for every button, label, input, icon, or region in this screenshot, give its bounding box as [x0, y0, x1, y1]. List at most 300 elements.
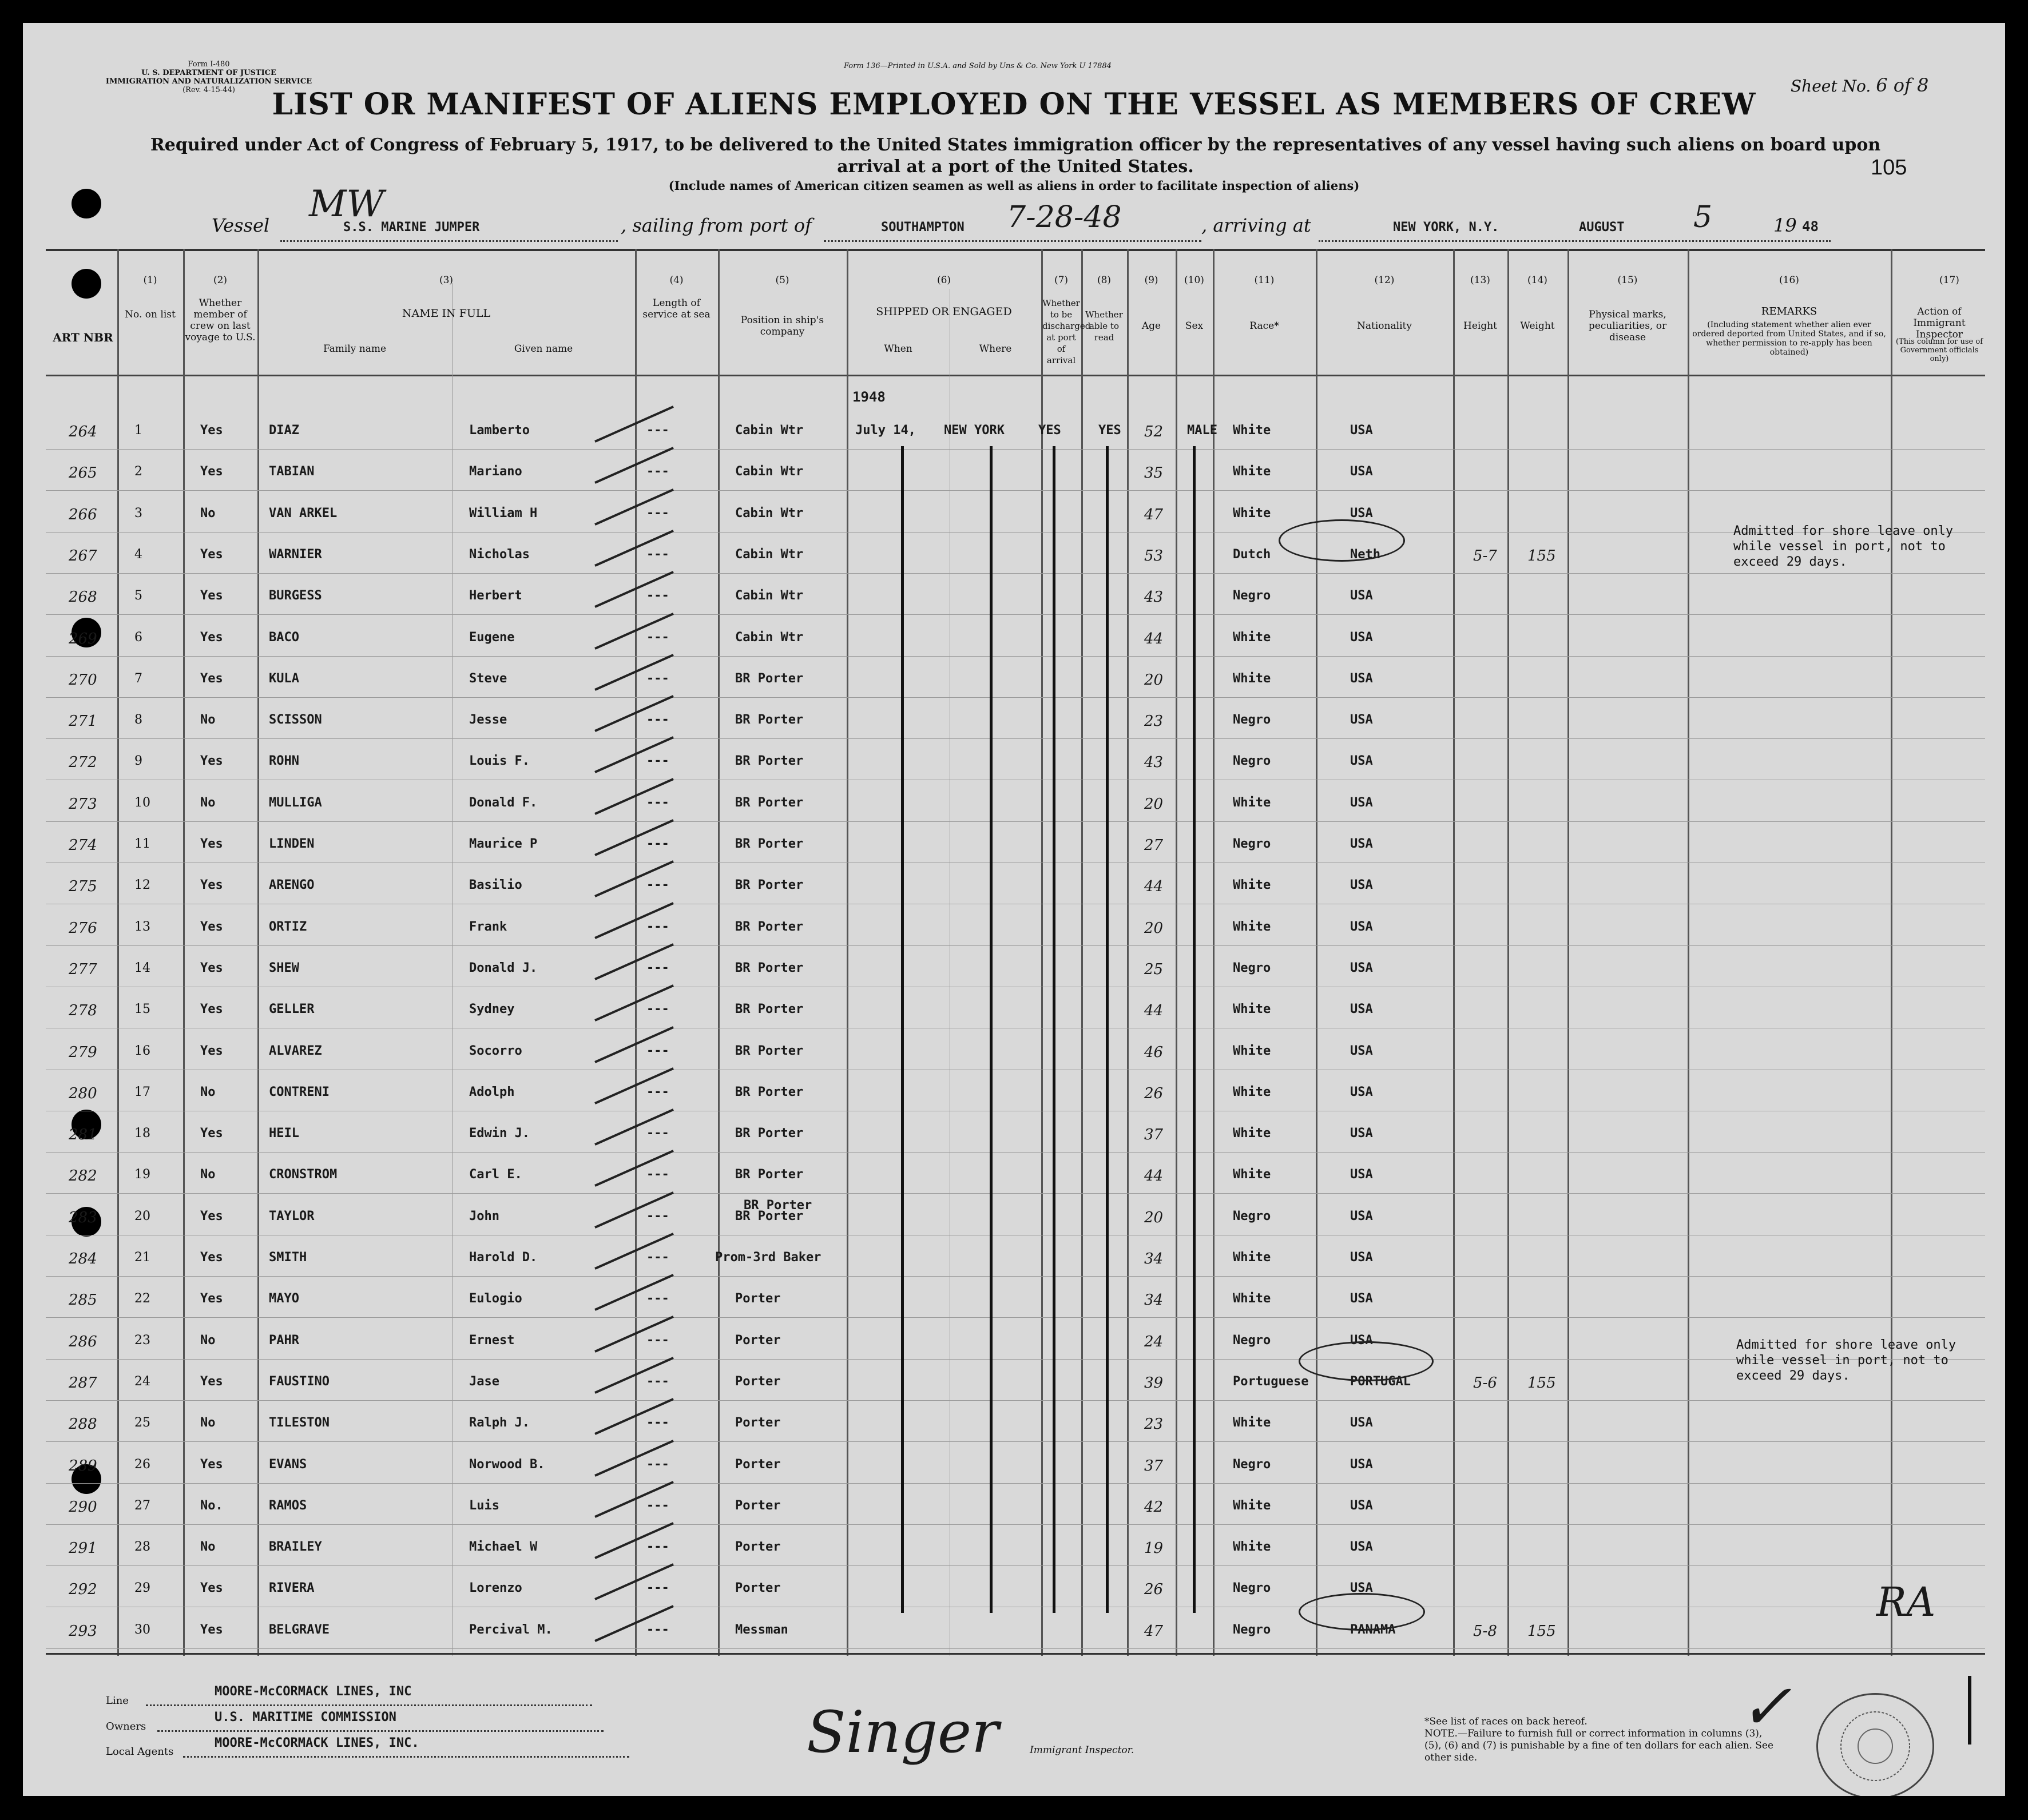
row-rule: [46, 573, 1985, 574]
row-nationality: USA: [1350, 961, 1373, 975]
sheet-label: Sheet No.: [1791, 77, 1871, 96]
row-race: Negro: [1233, 961, 1271, 975]
revision: (Rev. 4-15-44): [182, 86, 235, 94]
row-list-number: 26: [134, 1457, 150, 1472]
vessel-name: S.S. MARINE JUMPER: [343, 220, 480, 235]
footer-agents-value: MOORE-McCORMACK LINES, INC.: [215, 1736, 419, 1750]
row-given-name: Luis: [469, 1499, 499, 1513]
row-position: Porter: [735, 1333, 781, 1348]
row-race: White: [1233, 796, 1271, 810]
row-nationality: USA: [1350, 713, 1373, 727]
row-given-name: Adolph: [469, 1085, 515, 1099]
row-given-name: Socorro: [469, 1044, 522, 1058]
row-nationality: USA: [1350, 1250, 1373, 1265]
row-race: White: [1233, 1416, 1271, 1430]
row-position: Porter: [735, 1374, 781, 1389]
row-family-name: ROHN: [269, 754, 299, 768]
row-art-number: 264: [69, 423, 97, 440]
row-family-name: CONTRENI: [269, 1085, 330, 1099]
col-header-height: Height: [1463, 320, 1497, 332]
row-service: ---: [646, 920, 669, 934]
col-header-age: Age: [1141, 320, 1161, 332]
row-service: ---: [646, 1374, 669, 1389]
col-rule: [183, 249, 185, 1656]
ditto-stroke: [1193, 446, 1196, 1613]
col-header-where: Where: [979, 343, 1012, 355]
row-list-number: 3: [134, 506, 142, 520]
row-last-voyage: Yes: [200, 464, 223, 479]
col-header-given: Given name: [514, 343, 573, 355]
row-art-number: 270: [69, 671, 97, 689]
col-header-remarks-note: (Including statement whether alien ever ordered deported from United States, and if so, whether permission to re-apply has been obtained): [1692, 320, 1886, 357]
row-position: Messman: [735, 1623, 788, 1637]
row-art-number: 292: [69, 1581, 97, 1598]
row-art-number: 291: [69, 1540, 97, 1557]
row-service: ---: [646, 878, 669, 892]
row-given-name: Donald F.: [469, 796, 538, 810]
row-family-name: DIAZ: [269, 423, 299, 438]
row-art-number: 285: [69, 1292, 97, 1309]
row-age: 20: [1144, 920, 1164, 937]
row-family-name: RIVERA: [269, 1581, 315, 1595]
row-nationality: USA: [1350, 671, 1373, 686]
row-family-name: SHEW: [269, 961, 299, 975]
row-rule: [46, 1648, 1985, 1649]
col-header-name: NAME IN FULL: [402, 307, 491, 320]
row-nationality: USA: [1350, 920, 1373, 934]
row-family-name: LINDEN: [269, 837, 315, 851]
row-race: Negro: [1233, 1623, 1271, 1637]
table-top-rule: [46, 249, 1985, 251]
row-family-name: EVANS: [269, 1457, 307, 1472]
row-position: BR Porter: [735, 1044, 804, 1058]
vessel-label: Vessel: [212, 214, 270, 236]
row-race: Negro: [1233, 837, 1271, 851]
row-position: BR Porter: [735, 837, 804, 851]
row-given-name: Frank: [469, 920, 507, 934]
row-list-number: 16: [134, 1044, 150, 1058]
row-last-voyage: Yes: [200, 1044, 223, 1058]
col-header-physical: Physical marks, peculiarities, or disease: [1588, 309, 1667, 343]
row-art-number: 280: [69, 1085, 97, 1102]
row-family-name: GELLER: [269, 1002, 315, 1016]
row-given-name: Percival M.: [469, 1623, 553, 1637]
col-num-5: (5): [775, 275, 789, 286]
row-race: White: [1233, 1167, 1271, 1182]
row-given-name: Lamberto: [469, 423, 530, 438]
row-given-name: Basilio: [469, 878, 522, 892]
row-service: ---: [646, 796, 669, 810]
row-art-number: 282: [69, 1167, 97, 1185]
row-art-number: 279: [69, 1044, 97, 1061]
row-where: NEW YORK: [944, 423, 1005, 438]
row-service: ---: [646, 1623, 669, 1637]
margin-mark: [1968, 1676, 1971, 1745]
row-list-number: 4: [134, 547, 142, 562]
row-given-name: Steve: [469, 671, 507, 686]
col-rule: [1127, 249, 1129, 1656]
row-race: Negro: [1233, 1333, 1271, 1348]
row-position: Cabin Wtr: [735, 506, 804, 520]
arriving-label: , arriving at: [1201, 214, 1311, 236]
row-art-number: 273: [69, 796, 97, 813]
row-last-voyage: Yes: [200, 1209, 223, 1223]
row-rule: [46, 1193, 1985, 1194]
row-position: BR Porter: [735, 920, 804, 934]
row-service: ---: [646, 630, 669, 645]
row-position: Cabin Wtr: [735, 630, 804, 645]
footer-owners-label: Owners: [106, 1720, 146, 1732]
row-family-name: BURGESS: [269, 589, 322, 603]
row-age: 37: [1144, 1126, 1164, 1143]
inspector-signature: Singer: [807, 1699, 999, 1766]
row-position: BR Porter: [735, 878, 804, 892]
arriving-year: 48: [1802, 218, 1819, 235]
row-age: 20: [1144, 796, 1164, 813]
row-age: 42: [1144, 1499, 1164, 1516]
circled-nationality: [1299, 1593, 1425, 1631]
row-nationality: PANAMA: [1350, 1623, 1396, 1637]
row-service: ---: [646, 1002, 669, 1016]
form-number: Form I-480: [188, 60, 230, 69]
row-list-number: 6: [134, 630, 142, 645]
row-race: White: [1233, 464, 1271, 479]
row-position: Porter: [735, 1416, 781, 1430]
row-given-name: Louis F.: [469, 754, 530, 768]
row-last-voyage: No.: [200, 1499, 223, 1513]
row-age: 52: [1144, 423, 1164, 440]
col-header-when: When: [884, 343, 912, 355]
row-list-number: 29: [134, 1581, 150, 1595]
col-header-shipped: SHIPPED OR ENGAGED: [876, 305, 1012, 318]
vessel-initials: MW: [309, 183, 384, 225]
col-header-no: No. on list: [125, 309, 176, 320]
row-nationality: USA: [1350, 1581, 1373, 1595]
row-last-voyage: Yes: [200, 754, 223, 768]
sailing-port: SOUTHAMPTON: [881, 220, 965, 235]
row-last-voyage: No: [200, 1540, 216, 1554]
row-family-name: PAHR: [269, 1333, 299, 1348]
manifest-sheet: [23, 23, 2005, 1796]
row-family-name: FAUSTINO: [269, 1374, 330, 1389]
col-rule: [1316, 249, 1317, 1656]
row-given-name: Ernest: [469, 1333, 515, 1348]
include-note: (Include names of American citizen seamen as well as aliens in order to facilitate inspection of aliens): [668, 178, 1360, 193]
row-given-name: Nicholas: [469, 547, 530, 562]
col-header-last-voyage: Whether member of crew on last voyage to U.S.: [185, 297, 256, 343]
col-num-14: (14): [1527, 275, 1547, 286]
row-age: 34: [1144, 1250, 1164, 1267]
row-list-number: 28: [134, 1540, 150, 1554]
row-nationality: USA: [1350, 1167, 1373, 1182]
row-nationality: USA: [1350, 1457, 1373, 1472]
table-bottom-rule: [46, 1653, 1985, 1655]
row-age: 43: [1144, 589, 1164, 606]
row-last-voyage: Yes: [200, 837, 223, 851]
row-list-number: 1: [134, 423, 142, 438]
row-last-voyage: Yes: [200, 920, 223, 934]
row-service: ---: [646, 547, 669, 562]
row-last-voyage: No: [200, 506, 216, 520]
row-position: Porter: [735, 1581, 781, 1595]
row-age: 26: [1144, 1085, 1164, 1102]
col-rule: [452, 283, 453, 1656]
row-race: Negro: [1233, 1581, 1271, 1595]
row-family-name: BELGRAVE: [269, 1623, 330, 1637]
row-height: 5-6: [1473, 1374, 1497, 1392]
row-given-name: Norwood B.: [469, 1457, 545, 1472]
row-given-name: Jase: [469, 1374, 499, 1389]
row-last-voyage: Yes: [200, 423, 223, 438]
row-rule: [46, 821, 1985, 822]
row-given-name: Ralph J.: [469, 1416, 530, 1430]
col-num-1: (1): [143, 275, 157, 286]
row-age: 23: [1144, 1416, 1164, 1433]
row-race: Negro: [1233, 754, 1271, 768]
row-service: ---: [646, 589, 669, 603]
printer-note: Form 136—Printed in U.S.A. and Sold by Uns & Co. New York U 17884: [844, 62, 1112, 70]
row-art-number: 265: [69, 464, 97, 482]
row-family-name: CRONSTROM: [269, 1167, 338, 1182]
row-art-number: 266: [69, 506, 97, 523]
row-list-number: 10: [134, 796, 150, 810]
row-rule: [46, 1565, 1985, 1566]
row-service: ---: [646, 1292, 669, 1306]
row-art-number: 277: [69, 961, 97, 978]
row-nationality: USA: [1350, 796, 1373, 810]
row-list-number: 17: [134, 1085, 150, 1099]
page-subtitle: Required under Act of Congress of February 5, 1917, to be delivered to the United States immigration officer by the representatives of any vessel having such aliens on board upon arrival at a port of the United States.: [150, 135, 1881, 177]
row-list-number: 14: [134, 961, 150, 975]
row-given-name: Mariano: [469, 464, 522, 479]
row-family-name: TILESTON: [269, 1416, 330, 1430]
col-num-10: (10): [1184, 275, 1204, 286]
department: U. S. DEPARTMENT OF JUSTICE: [141, 69, 276, 77]
row-service: ---: [646, 464, 669, 479]
col-rule: [1453, 249, 1455, 1656]
arriving-month: AUGUST: [1579, 220, 1625, 235]
row-given-name: Eugene: [469, 630, 515, 645]
row-service: ---: [646, 506, 669, 520]
page-number: 105: [1871, 156, 1907, 180]
row-art-number: 288: [69, 1416, 97, 1433]
arriving-port: NEW YORK, N.Y.: [1393, 220, 1499, 235]
row-position: Cabin Wtr: [735, 464, 804, 479]
row-last-voyage: No: [200, 1085, 216, 1099]
col-num-9: (9): [1144, 275, 1158, 286]
row-position: Cabin Wtr: [735, 589, 804, 603]
col-num-16: (16): [1779, 275, 1799, 286]
note-penalty: NOTE.—Failure to furnish full or correct information in columns (3), (5), (6) and (7) is punishable by a fine of ten dollars for each alien. See other side.: [1424, 1728, 1774, 1763]
col-rule: [1176, 249, 1177, 1656]
row-position: BR Porter: [735, 961, 804, 975]
row-race: White: [1233, 1002, 1271, 1016]
row-art-number: 286: [69, 1333, 97, 1350]
row-rule: [46, 1359, 1985, 1360]
row-age: 47: [1144, 1623, 1164, 1640]
row-discharged: YES: [1038, 423, 1061, 438]
official-seal-icon: [1816, 1693, 1934, 1796]
row-nationality: USA: [1350, 1085, 1373, 1099]
row-nationality: PORTUGAL: [1350, 1374, 1411, 1389]
row-last-voyage: No: [200, 796, 216, 810]
row-race: Negro: [1233, 589, 1271, 603]
row-rule: [46, 1524, 1985, 1525]
row-art-number: 274: [69, 837, 97, 854]
col-num-11: (11): [1254, 275, 1275, 286]
row-list-number: 24: [134, 1374, 150, 1389]
col-header-action: Action of Immigrant Inspector: [1913, 306, 1966, 340]
sheet-value: 6 of 8: [1876, 74, 1929, 96]
row-position: BR Porter: [735, 754, 804, 768]
row-position: Cabin Wtr: [735, 423, 804, 438]
row-nationality: USA: [1350, 878, 1373, 892]
col-rule: [847, 249, 848, 1656]
row-family-name: SMITH: [269, 1250, 307, 1265]
row-rule: [46, 697, 1985, 698]
row-rule: [46, 1483, 1985, 1484]
row-weight: 155: [1527, 547, 1556, 565]
row-family-name: KULA: [269, 671, 299, 686]
row-weight: 155: [1527, 1623, 1556, 1640]
row-service: ---: [646, 754, 669, 768]
row-weight: 155: [1527, 1374, 1556, 1392]
row-list-number: 18: [134, 1126, 150, 1141]
col-header-art: ART NBR: [53, 331, 113, 344]
row-race: White: [1233, 1044, 1271, 1058]
check-mark-icon: ✓: [1739, 1670, 1792, 1743]
row-nationality: USA: [1350, 1499, 1373, 1513]
row-rule: [46, 945, 1985, 946]
sailing-label: , sailing from port of: [621, 214, 812, 236]
row-service: ---: [646, 423, 669, 438]
row-art-number: 289: [69, 1457, 97, 1475]
row-art-number: 275: [69, 878, 97, 895]
extra-position: BR Porter: [744, 1198, 812, 1213]
row-race: White: [1233, 878, 1271, 892]
row-age: 44: [1144, 630, 1164, 647]
row-given-name: Jesse: [469, 713, 507, 727]
row-nationality: USA: [1350, 1416, 1373, 1430]
col-num-3: (3): [439, 275, 454, 286]
row-list-number: 25: [134, 1416, 150, 1430]
row-given-name: Maurice P: [469, 837, 538, 851]
row-last-voyage: Yes: [200, 961, 223, 975]
row-age: 23: [1144, 713, 1164, 730]
row-art-number: 293: [69, 1623, 97, 1640]
row-art-number: 290: [69, 1499, 97, 1516]
row-list-number: 5: [134, 589, 142, 603]
row-age: 44: [1144, 878, 1164, 895]
row-position: Prom-3rd Baker: [715, 1250, 821, 1265]
row-position: Porter: [735, 1540, 781, 1554]
row-art-number: 284: [69, 1250, 97, 1267]
row-service: ---: [646, 1044, 669, 1058]
row-sex: MALE: [1187, 423, 1217, 438]
row-list-number: 20: [134, 1209, 150, 1223]
year-note: 1948: [852, 389, 886, 405]
row-given-name: Carl E.: [469, 1167, 522, 1182]
row-last-voyage: Yes: [200, 589, 223, 603]
row-service: ---: [646, 1416, 669, 1430]
row-art-number: 269: [69, 630, 97, 647]
remark-row-24: Admitted for shore leave only while vessel in port, not to exceed 29 days.: [1736, 1338, 1956, 1383]
row-age: 37: [1144, 1457, 1164, 1475]
row-list-number: 9: [134, 754, 142, 768]
row-last-voyage: Yes: [200, 1250, 223, 1265]
row-last-voyage: Yes: [200, 547, 223, 562]
row-family-name: VAN ARKEL: [269, 506, 338, 520]
row-rule: [46, 1400, 1985, 1401]
row-rule: [46, 656, 1985, 657]
row-race: White: [1233, 671, 1271, 686]
row-race: White: [1233, 1499, 1271, 1513]
row-list-number: 23: [134, 1333, 150, 1348]
row-service: ---: [646, 1085, 669, 1099]
row-family-name: ALVAREZ: [269, 1044, 322, 1058]
row-service: ---: [646, 1457, 669, 1472]
col-header-discharged: Whether to be discharged at port of arrival: [1042, 298, 1091, 365]
row-last-voyage: Yes: [200, 1374, 223, 1389]
row-age: 24: [1144, 1333, 1164, 1350]
col-num-4: (4): [669, 275, 684, 286]
ditto-stroke: [990, 446, 993, 1613]
row-last-voyage: No: [200, 713, 216, 727]
arriving-year-prefix: 19: [1773, 214, 1797, 236]
row-race: Portuguese: [1233, 1374, 1309, 1389]
row-race: White: [1233, 1292, 1271, 1306]
row-given-name: Michael W: [469, 1540, 538, 1554]
row-given-name: Lorenzo: [469, 1581, 522, 1595]
row-family-name: SCISSON: [269, 713, 322, 727]
row-age: 39: [1144, 1374, 1164, 1392]
row-position: Porter: [735, 1457, 781, 1472]
row-read: YES: [1098, 423, 1121, 438]
row-list-number: 11: [134, 837, 150, 851]
row-art-number: 271: [69, 713, 97, 730]
row-rule: [46, 1152, 1985, 1153]
col-header-read: Whether able to read: [1085, 309, 1123, 343]
row-race: White: [1233, 920, 1271, 934]
circled-nationality: [1299, 1341, 1434, 1381]
row-given-name: Eulogio: [469, 1292, 522, 1306]
ditto-stroke: [1053, 446, 1055, 1613]
col-num-8: (8): [1097, 275, 1112, 286]
row-when: July 14,: [855, 423, 916, 438]
row-position: BR Porter: [735, 1167, 804, 1182]
row-last-voyage: Yes: [200, 878, 223, 892]
row-age: 34: [1144, 1292, 1164, 1309]
row-last-voyage: No: [200, 1333, 216, 1348]
row-last-voyage: Yes: [200, 1002, 223, 1016]
row-list-number: 2: [134, 464, 142, 479]
row-service: ---: [646, 1167, 669, 1182]
row-age: 26: [1144, 1581, 1164, 1598]
row-last-voyage: Yes: [200, 1292, 223, 1306]
row-age: 43: [1144, 754, 1164, 771]
row-nationality: USA: [1350, 1044, 1373, 1058]
row-list-number: 22: [134, 1292, 150, 1306]
row-height: 5-8: [1473, 1623, 1497, 1640]
row-nationality: USA: [1350, 1292, 1373, 1306]
col-header-position: Position in ship's company: [740, 315, 824, 337]
row-position: Porter: [735, 1292, 781, 1306]
row-given-name: William H: [469, 506, 538, 520]
row-position: BR Porter: [735, 1126, 804, 1141]
col-num-15: (15): [1617, 275, 1638, 286]
row-last-voyage: Yes: [200, 1581, 223, 1595]
row-age: 27: [1144, 837, 1164, 854]
